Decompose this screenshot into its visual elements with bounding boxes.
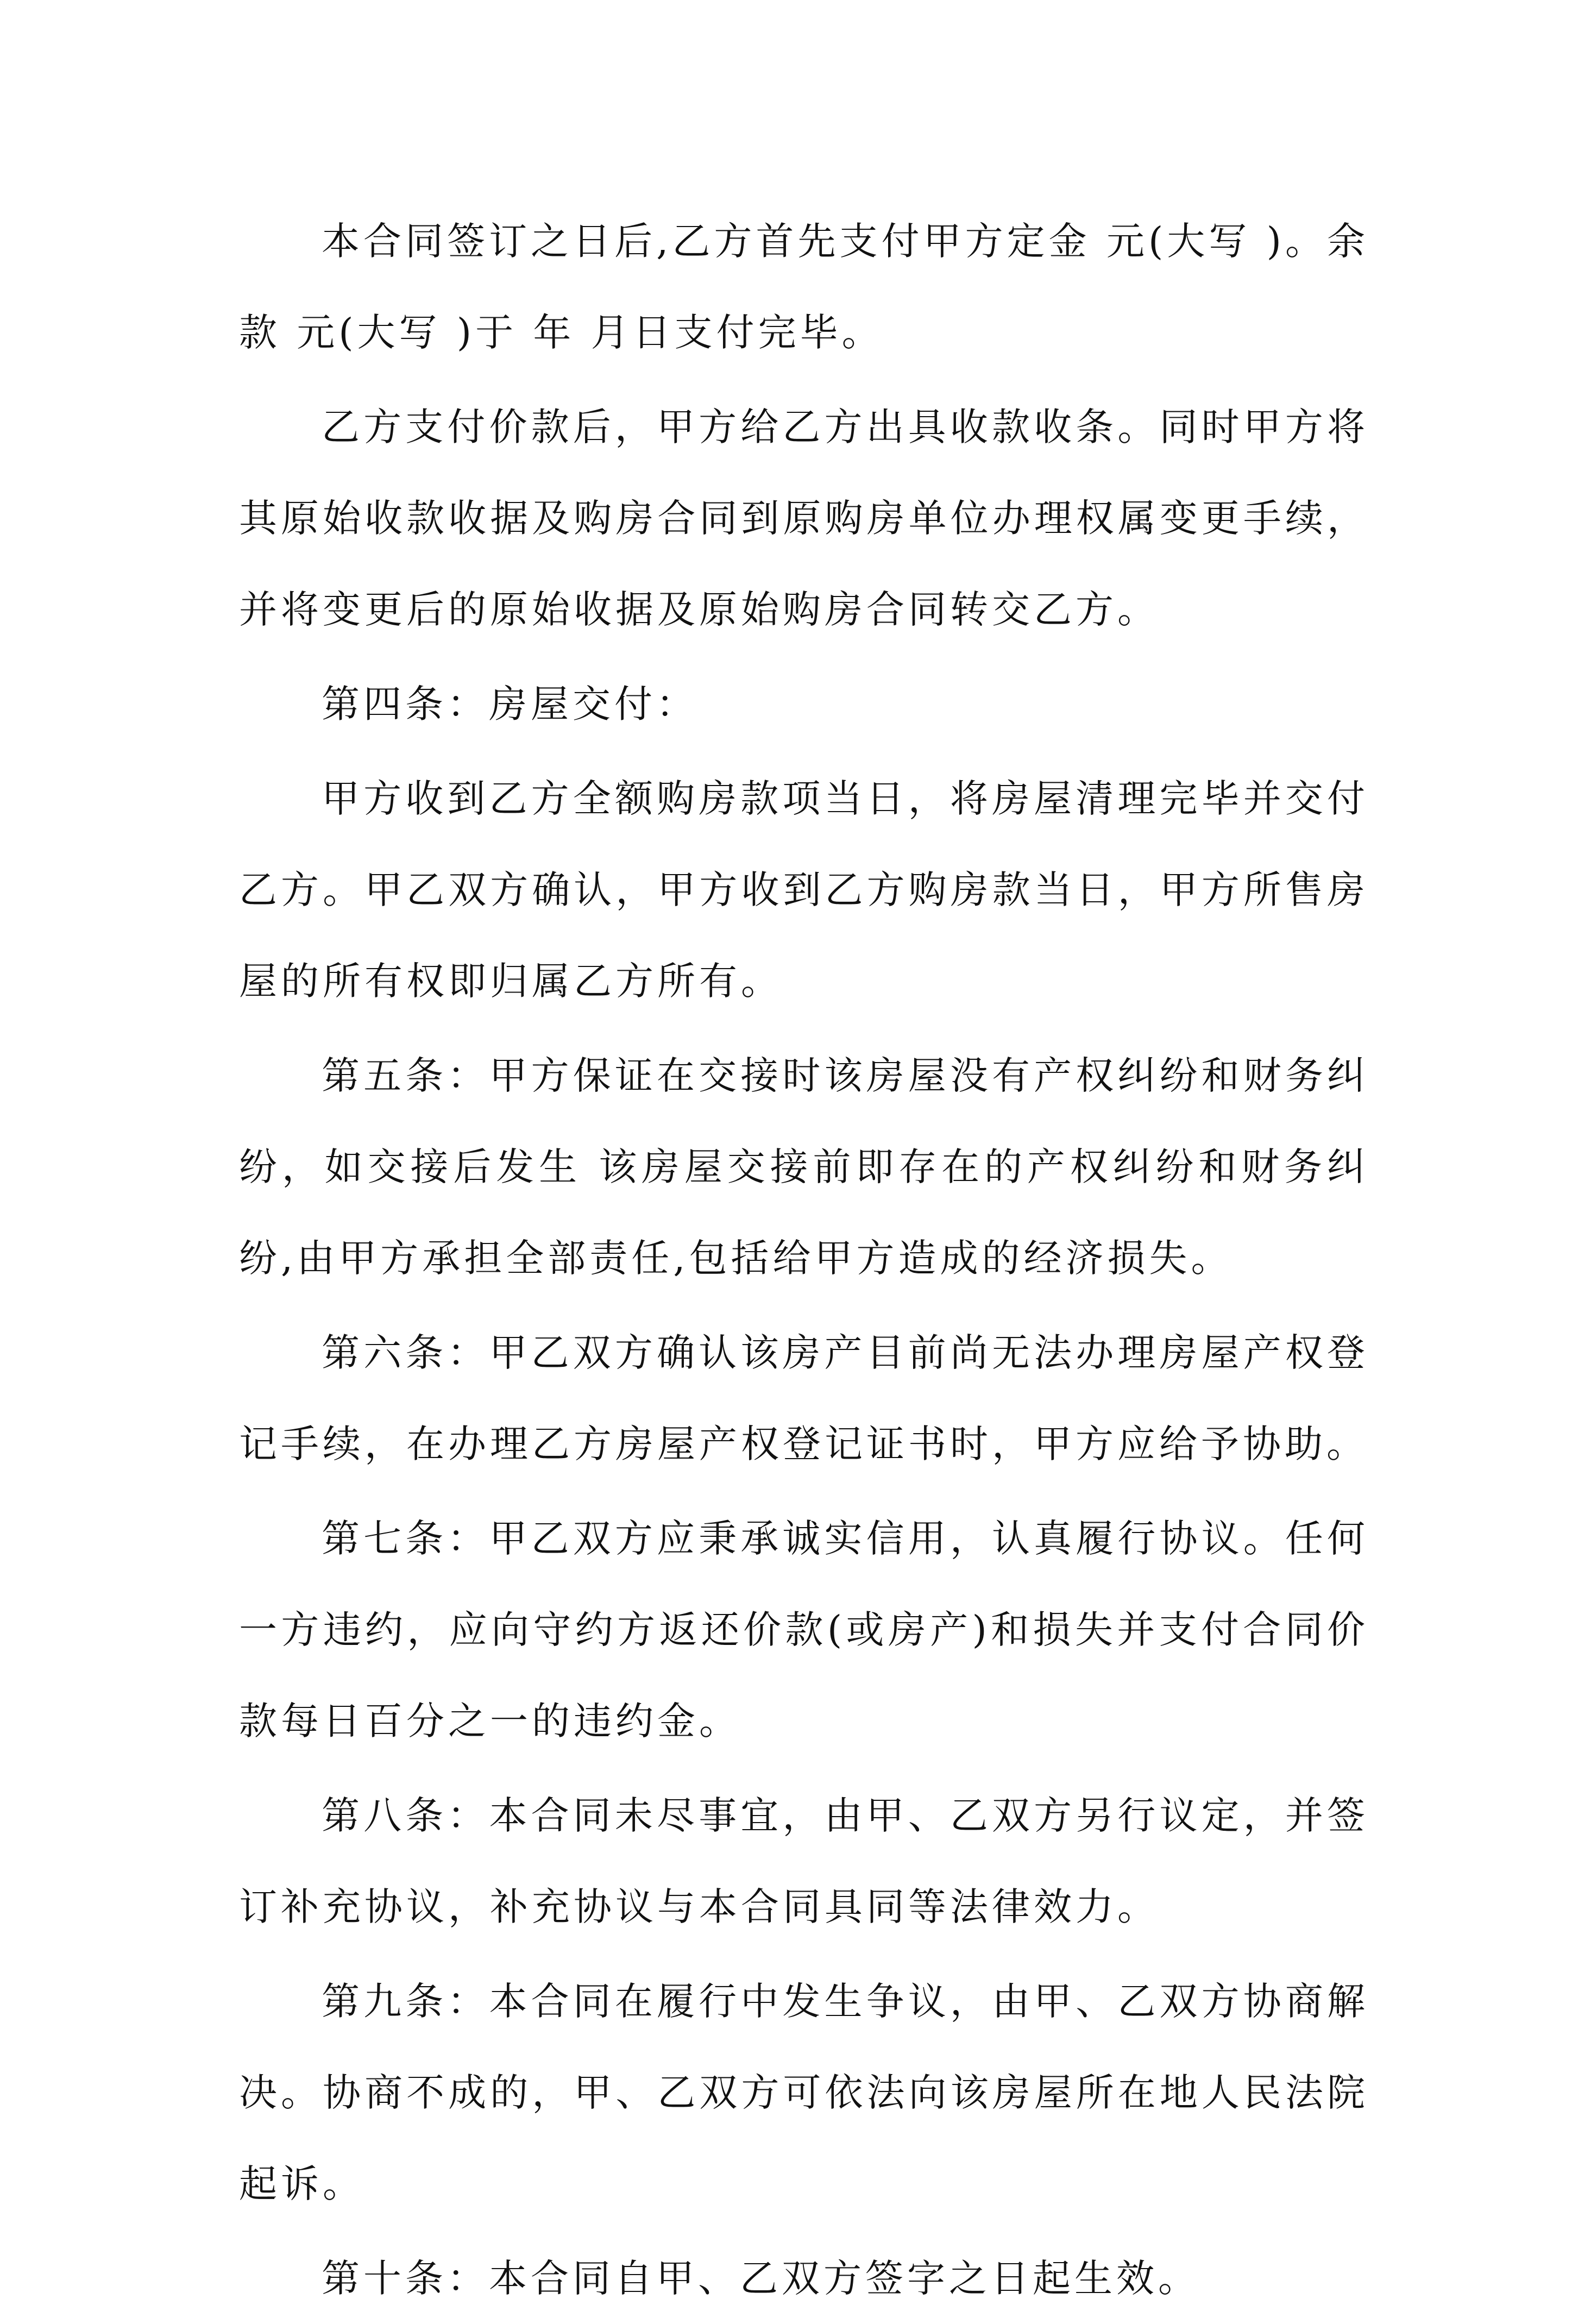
article-9: 第九条：本合同在履行中发生争议，由甲、乙双方协商解决。协商不成的，甲、乙双方可依法向该房屋所在地人民法院起诉。 <box>239 1979 1369 2206</box>
article-4-body: 甲方收到乙方全额购房款项当日，将房屋清理完毕并交付乙方。甲乙双方确认，甲方收到乙方购房款当日，甲方所售房屋的所有权即归属乙方所有。 <box>239 776 1369 1003</box>
article-10: 第十条：本合同自甲、乙双方签字之日起生效。 <box>322 2256 1200 2301</box>
payment-terms-paragraph: 本合同签订之日后,乙方首先支付甲方定金 元(大写 )。余款 元(大写 )于 年 月日支付完毕。 <box>239 219 1369 355</box>
article-5: 第五条：甲方保证在交接时该房屋没有产权纠纷和财务纠纷，如交接后发生 该房屋交接前即存在的产权纠纷和财务纠纷,由甲方承担全部责任,包括给甲方造成的经济损失。 <box>239 1053 1369 1280</box>
article-8: 第八条：本合同未尽事宜，由甲、乙双方另行议定，并签订补充协议，补充协议与本合同具同等法律效力。 <box>239 1793 1369 1929</box>
contract-body <box>239 196 1369 2324</box>
article-6: 第六条：甲乙双方确认该房产目前尚无法办理房屋产权登记手续，在办理乙方房屋产权登记证书时，甲方应给予协助。 <box>239 1330 1369 1466</box>
receipt-paragraph: 乙方支付价款后，甲方给乙方出具收款收条。同时甲方将其原始收款收据及购房合同到原购房单位办理权属变更手续，并将变更后的原始收据及原始购房合同转交乙方。 <box>239 405 1369 632</box>
article-7: 第七条：甲乙双方应秉承诚实信用，认真履行协议。任何一方违约，应向守约方返还价款(或房产)和损失并支付合同价款每日百分之一的违约金。 <box>239 1516 1369 1743</box>
article-4-heading: 第四条：房屋交付： <box>322 682 698 726</box>
